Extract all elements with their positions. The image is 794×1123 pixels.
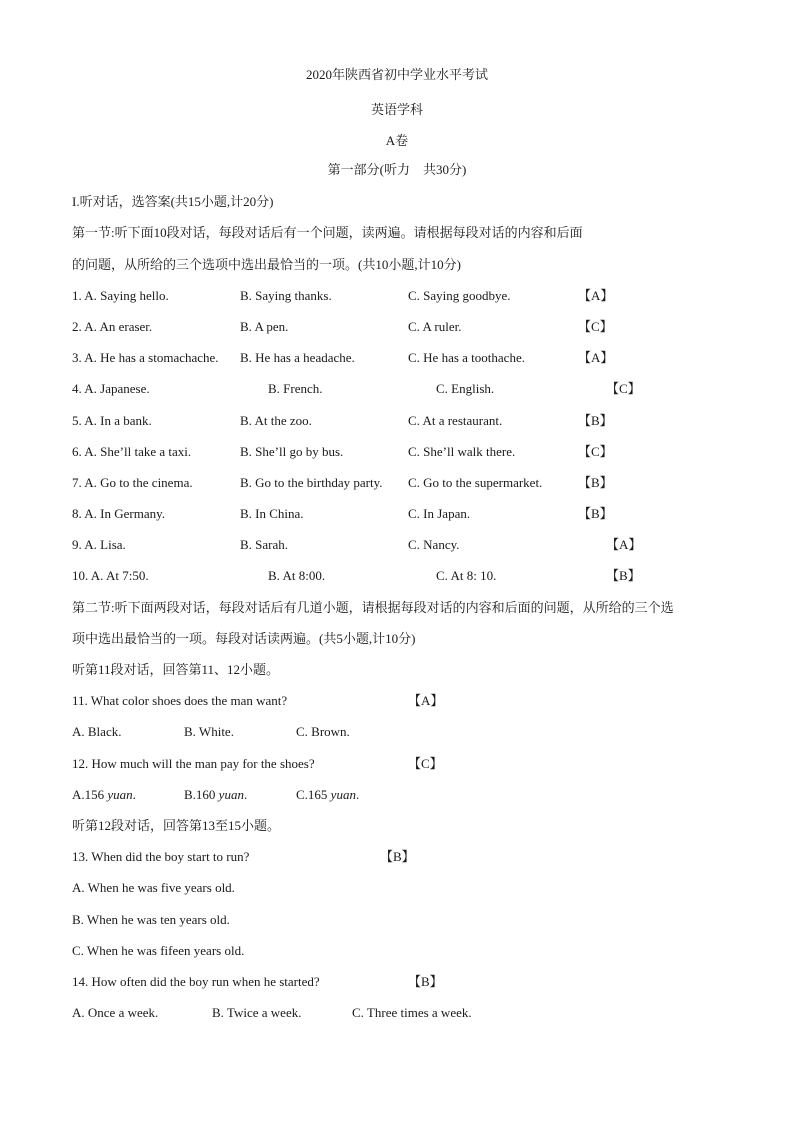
dialog-12-heading: 听第12段对话，回答第13至15小题。 [72, 818, 281, 833]
q3-option-b: B. He has a headache. [240, 350, 355, 365]
q14-option-b: B. Twice a week. [212, 1005, 302, 1020]
q13-option-c: C. When he was fifeen years old. [72, 943, 245, 958]
subject-title: 英语学科 [370, 102, 423, 117]
q6-option-b: B. She’ll go by bus. [240, 444, 344, 459]
q2-option-c: C. A ruler. [408, 319, 462, 334]
q10-option-a: 10. A. At 7:50. [72, 568, 149, 583]
q8-option-a: 8. A. In Germany. [72, 506, 166, 521]
q14-answer: 【B】 [408, 974, 443, 989]
q5-option-b: B. At the zoo. [240, 413, 312, 428]
q7-option-a: 7. A. Go to the cinema. [72, 475, 193, 490]
q1-option-b: B. Saying thanks. [240, 288, 332, 303]
q4-answer: 【C】 [606, 381, 641, 396]
section1-instruction-1: 第一节:听下面10段对话，每段对话后有一个问题，读两遍。请根据每段对话的内容和后面 [72, 225, 583, 240]
dialog-11-heading: 听第11段对话，回答第11、12小题。 [72, 662, 280, 677]
part-title: 第一部分(听力 共30分) [327, 162, 467, 177]
q7-answer: 【B】 [578, 475, 613, 490]
q6-answer: 【C】 [578, 444, 613, 459]
q5-option-c: C. At a restaurant. [408, 413, 503, 428]
q11-option-b: B. White. [184, 724, 234, 739]
q6-option-c: C. She’ll walk there. [408, 444, 516, 459]
q2-option-b: B. A pen. [240, 319, 289, 334]
q7-option-c: C. Go to the supermarket. [408, 475, 543, 490]
q11-option-c: C. Brown. [296, 724, 350, 739]
q9-option-c: C. Nancy. [408, 537, 460, 552]
q3-answer: 【A】 [578, 350, 614, 365]
q14-option-c: C. Three times a week. [352, 1005, 472, 1020]
q2-answer: 【C】 [578, 319, 613, 334]
q7-option-b: B. Go to the birthday party. [240, 475, 383, 490]
q1-option-a: 1. A. Saying hello. [72, 288, 169, 303]
q12-option-c: C.165 yuan. [296, 787, 360, 802]
q5-answer: 【B】 [578, 413, 613, 428]
q3-option-a: 3. A. He has a stomachache. [72, 350, 219, 365]
q8-answer: 【B】 [578, 506, 613, 521]
q11-answer: 【A】 [408, 693, 444, 708]
section1-title: I.听对话，选答案(共15小题,计20分) [72, 194, 274, 209]
section2-instruction-1: 第二节:听下面两段对话，每段对话后有几道小题，请根据每段对话的内容和后面的问题，从所给的三个选 [72, 600, 674, 615]
section2-instruction-2: 项中选出最恰当的一项。每段对话读两遍。(共5小题,计10分) [72, 631, 416, 646]
q10-option-c: C. At 8: 10. [436, 568, 497, 583]
q11-option-a: A. Black. [72, 724, 122, 739]
q9-option-a: 9. A. Lisa. [72, 537, 126, 552]
q11-stem: 11. What color shoes does the man want? [72, 693, 288, 708]
q10-answer: 【B】 [606, 568, 641, 583]
q4-option-a: 4. A. Japanese. [72, 381, 150, 396]
q9-answer: 【A】 [606, 537, 642, 552]
q3-option-c: C. He has a toothache. [408, 350, 525, 365]
q5-option-a: 5. A. In a bank. [72, 413, 152, 428]
q12-option-b: B.160 yuan. [184, 787, 248, 802]
q6-option-a: 6. A. She’ll take a taxi. [72, 444, 192, 459]
q14-option-a: A. Once a week. [72, 1005, 159, 1020]
q13-option-a: A. When he was five years old. [72, 880, 235, 895]
q12-stem: 12. How much will the man pay for the shoes? [72, 756, 315, 771]
q9-option-b: B. Sarah. [240, 537, 289, 552]
q10-option-b: B. At 8:00. [268, 568, 326, 583]
section1-instruction-2: 的问题，从所给的三个选项中选出最恰当的一项。(共10小题,计10分) [72, 257, 461, 272]
q1-answer: 【A】 [578, 288, 614, 303]
q4-option-b: B. French. [268, 381, 323, 396]
q2-option-a: 2. A. An eraser. [72, 319, 153, 334]
q8-option-b: B. In China. [240, 506, 304, 521]
q14-stem: 14. How often did the boy run when he started? [72, 974, 320, 989]
q8-option-c: C. In Japan. [408, 506, 471, 521]
q13-answer: 【B】 [380, 849, 415, 864]
q12-option-a: A.156 yuan. [72, 787, 136, 802]
q1-option-c: C. Saying goodbye. [408, 288, 511, 303]
q12-answer: 【C】 [408, 756, 443, 771]
volume-title: A卷 [385, 133, 409, 148]
q4-option-c: C. English. [436, 381, 495, 396]
exam-title: 2020年陕西省初中学业水平考试 [305, 67, 488, 82]
q13-option-b: B. When he was ten years old. [72, 912, 230, 927]
q13-stem: 13. When did the boy start to run? [72, 849, 250, 864]
